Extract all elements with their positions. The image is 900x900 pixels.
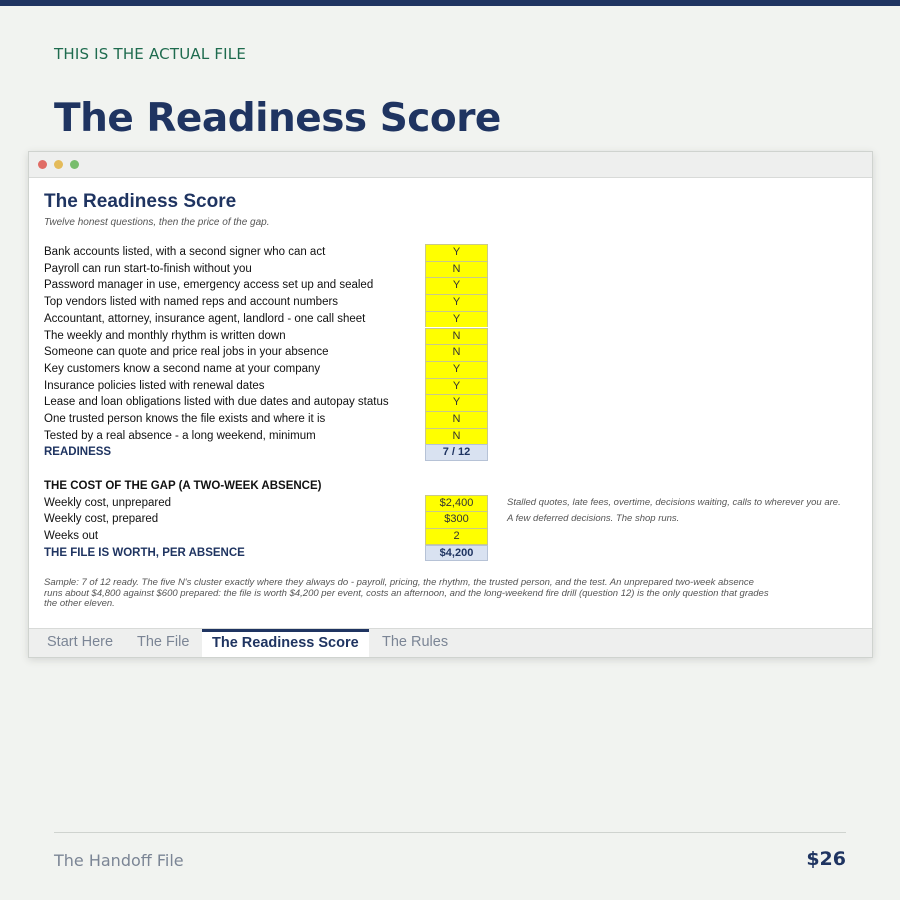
question-row: [44, 428, 864, 445]
question-row: [44, 411, 864, 428]
cost-row: [44, 495, 864, 512]
cost-label: Weekly cost, prepared: [44, 513, 159, 526]
cost-label: Weeks out: [44, 530, 99, 543]
price-label: $26: [806, 848, 846, 870]
file-worth-cell[interactable]: $4,200: [425, 545, 488, 562]
question-label: Accountant, attorney, insurance agent, landlord - one call sheet: [44, 312, 366, 325]
question-row: [44, 261, 864, 278]
cost-label: Weekly cost, unprepared: [44, 496, 171, 509]
tab-readiness-score[interactable]: The Readiness Score: [202, 629, 369, 657]
cost-row: [44, 528, 864, 545]
question-label: Insurance policies listed with renewal dates: [44, 379, 265, 392]
question-row: [44, 277, 864, 294]
sheet-subtitle: Twelve honest questions, then the price of the gap.: [44, 217, 270, 228]
question-label: Tested by a real absence - a long weekend, minimum: [44, 429, 316, 442]
cost-note: A few deferred decisions. The shop runs.: [507, 513, 680, 525]
question-label: Bank accounts listed, with a second signer who can act: [44, 246, 326, 258]
question-row: [44, 244, 864, 261]
answer-cell[interactable]: N: [425, 428, 488, 445]
sample-note: Sample: 7 of 12 ready. The five N's cluster exactly where they always do - payroll, pricing, the rhythm, the trusted person, and the test. An unprepared two-week absence runs about $4,800 against $600 prepared: the file is worth $4,200 per event, costs an afternoon, and the long-weekend fire drill (question 12) is the only question that grades the other eleven.: [44, 577, 769, 609]
answer-cell[interactable]: Y: [425, 277, 488, 294]
answer-cell[interactable]: Y: [425, 378, 488, 395]
question-label: Someone can quote and price real jobs in your absence: [44, 346, 329, 359]
question-row: [44, 344, 864, 361]
product-name: The Handoff File: [54, 851, 184, 870]
question-label: Top vendors listed with named reps and account numbers: [44, 296, 339, 309]
readiness-total-row: [44, 444, 864, 461]
answer-cell[interactable]: N: [425, 328, 488, 345]
cost-value-cell[interactable]: $2,400: [425, 495, 488, 512]
answer-cell[interactable]: Y: [425, 294, 488, 311]
question-row: [44, 394, 864, 411]
tab-the-file[interactable]: The File: [137, 634, 190, 650]
sheet-title: The Readiness Score: [44, 191, 237, 212]
close-window-icon[interactable]: [38, 160, 47, 169]
answer-cell[interactable]: Y: [425, 244, 488, 261]
question-label: Lease and loan obligations listed with due dates and autopay status: [44, 396, 389, 409]
readiness-total-cell[interactable]: 7 / 12: [425, 444, 488, 461]
cost-heading: THE COST OF THE GAP (A TWO-WEEK ABSENCE): [44, 480, 322, 492]
minimize-window-icon[interactable]: [54, 160, 63, 169]
cost-row: [44, 511, 864, 528]
question-label: Key customers know a second name at your company: [44, 362, 321, 375]
page-title: The Readiness Score: [54, 96, 501, 141]
tab-the-rules[interactable]: The Rules: [382, 634, 449, 650]
cost-note: Stalled quotes, late fees, overtime, decisions waiting, calls to wherever you are.: [507, 496, 841, 508]
spreadsheet-window: [28, 151, 873, 658]
question-label: Payroll can run start-to-finish without you: [44, 262, 252, 275]
question-row: [44, 328, 864, 345]
cost-value-cell[interactable]: $300: [425, 511, 488, 528]
cost-value-cell[interactable]: 2: [425, 528, 488, 545]
cost-heading-row: [44, 478, 864, 495]
question-label: The weekly and monthly rhythm is written down: [44, 329, 286, 342]
file-worth-label: THE FILE IS WORTH, PER ABSENCE: [44, 546, 245, 559]
answer-cell[interactable]: N: [425, 411, 488, 428]
answer-cell[interactable]: N: [425, 261, 488, 278]
question-row: [44, 294, 864, 311]
top-accent-bar: [0, 0, 900, 6]
question-label: One trusted person knows the file exists and where it is: [44, 413, 326, 425]
eyebrow-label: THIS IS THE ACTUAL FILE: [54, 45, 247, 63]
question-row: [44, 361, 864, 378]
question-label: Password manager in use, emergency access set up and sealed: [44, 279, 374, 292]
answer-cell[interactable]: N: [425, 344, 488, 361]
file-worth-row: [44, 545, 864, 562]
readiness-label: READINESS: [44, 446, 112, 459]
sheet-content: [29, 179, 872, 629]
tab-start-here[interactable]: Start Here: [47, 634, 114, 650]
answer-cell[interactable]: Y: [425, 394, 488, 411]
window-titlebar: [29, 152, 872, 178]
sheet-tab-bar: [29, 628, 872, 657]
question-row: [44, 378, 864, 395]
answer-cell[interactable]: Y: [425, 311, 488, 328]
question-row: [44, 311, 864, 328]
footer-divider: [54, 832, 846, 833]
answer-cell[interactable]: Y: [425, 361, 488, 378]
maximize-window-icon[interactable]: [70, 160, 79, 169]
